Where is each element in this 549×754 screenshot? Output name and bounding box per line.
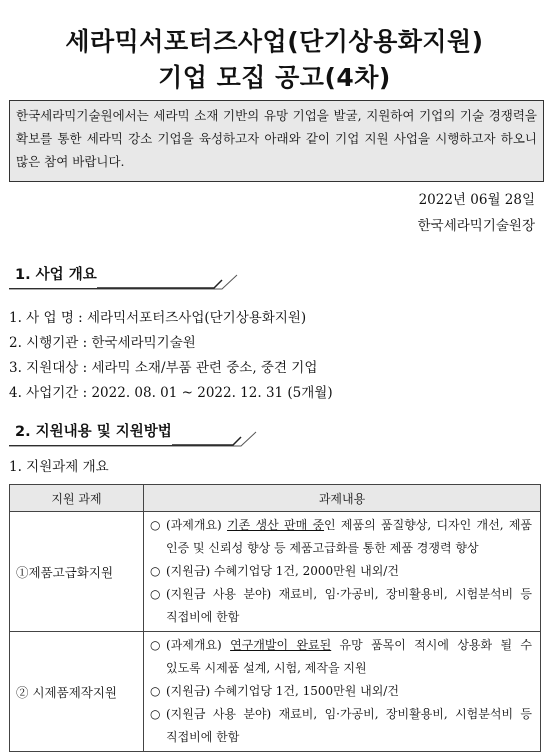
table-row: [10, 512, 541, 632]
list-item: [150, 583, 532, 629]
overview-item-period: 4. 사업기간 : 2022. 08. 01 ~ 2022. 12. 31 (5개월): [9, 385, 333, 401]
table-header-cell: 지원 과제: [10, 485, 144, 512]
table-row: [10, 632, 541, 752]
bullet-icon: ○: [150, 587, 161, 601]
list-item: [150, 703, 532, 749]
bullet-text: (지원금) 수혜기업당 1건, 1500만원 내외/건: [166, 684, 399, 698]
overview-item-agency: 2. 시행기관 : 한국세라믹기술원: [9, 335, 196, 351]
list-item: [150, 634, 532, 680]
bullet-text: (과제개요): [166, 638, 231, 652]
task-content-cell: [144, 632, 541, 752]
bullet-icon: ○: [150, 707, 161, 721]
task-content-cell: [144, 512, 541, 632]
bullet-text: (지원금 사용 분야) 재료비, 임·가공비, 장비활용비, 시험분석비 등 직접비에 한함: [166, 587, 532, 624]
support-subheading: 1. 지원과제 개요: [9, 459, 109, 475]
support-table: [9, 484, 541, 752]
task-name-cell: ② 시제품제작지원: [10, 632, 144, 752]
task-name-cell: ①제품고급화지원: [10, 512, 144, 632]
bullet-text: (과제개요): [166, 518, 228, 532]
page-subtitle: 기업 모집 공고(4차): [158, 63, 391, 92]
bullet-text: 유망 품목이 적시에 상용화 될 수 있도록 시제품 설계, 시험, 제작을 지원: [166, 638, 532, 675]
underlined-text: 연구개발이 완료된: [230, 638, 332, 652]
list-item: [150, 560, 532, 583]
list-item: [150, 680, 532, 703]
section-heading-support: [9, 419, 239, 445]
list-item: [150, 514, 532, 560]
bullet-icon: ○: [150, 684, 161, 698]
bullet-icon: ○: [150, 638, 161, 652]
section-heading-text: 2. 지원내용 및 지원방법: [9, 419, 172, 445]
bullet-icon: ○: [150, 564, 161, 578]
bullet-text: (지원금) 수혜기업당 1건, 2000만원 내외/건: [166, 564, 399, 578]
intro-paragraph: 한국세라믹기술원에서는 세라믹 소재 기반의 유망 기업을 발굴, 지원하여 기업의 기술 경쟁력을 확보를 통한 세라믹 강소 기업을 육성하고자 아래와 같이 기업 지원 사업을 시행하고자 하오니 많은 참여 바랍니다.: [9, 100, 544, 182]
underlined-text: 기존 생산 판매 중: [227, 518, 325, 532]
bullet-text: (지원금 사용 분야) 재료비, 임·가공비, 장비활용비, 시험분석비 등 직접비에 한함: [166, 707, 532, 744]
section-heading-overview: [9, 262, 239, 288]
issuing-organization: 한국세라믹기술원장: [417, 218, 535, 234]
table-header-cell: 과제내용: [144, 485, 541, 512]
table-header-row: [10, 485, 541, 512]
announcement-date: 2022년 06월 28일: [418, 192, 535, 208]
section-heading-text: 1. 사업 개요: [9, 262, 97, 288]
bullet-text: 인 제품의 품질향상, 디자인 개선, 제품 인증 및 신뢰성 향상 등 제품고급화를 통한 제품 경쟁력 향상: [166, 518, 532, 555]
page-title: 세라믹서포터즈사업(단기상용화지원): [65, 27, 484, 56]
overview-item-target: 3. 지원대상 : 세라믹 소재/부품 관련 중소, 중견 기업: [9, 360, 318, 376]
overview-item-name: 1. 사 업 명 : 세라믹서포터즈사업(단기상용화지원): [9, 310, 307, 326]
bullet-icon: ○: [150, 518, 161, 532]
